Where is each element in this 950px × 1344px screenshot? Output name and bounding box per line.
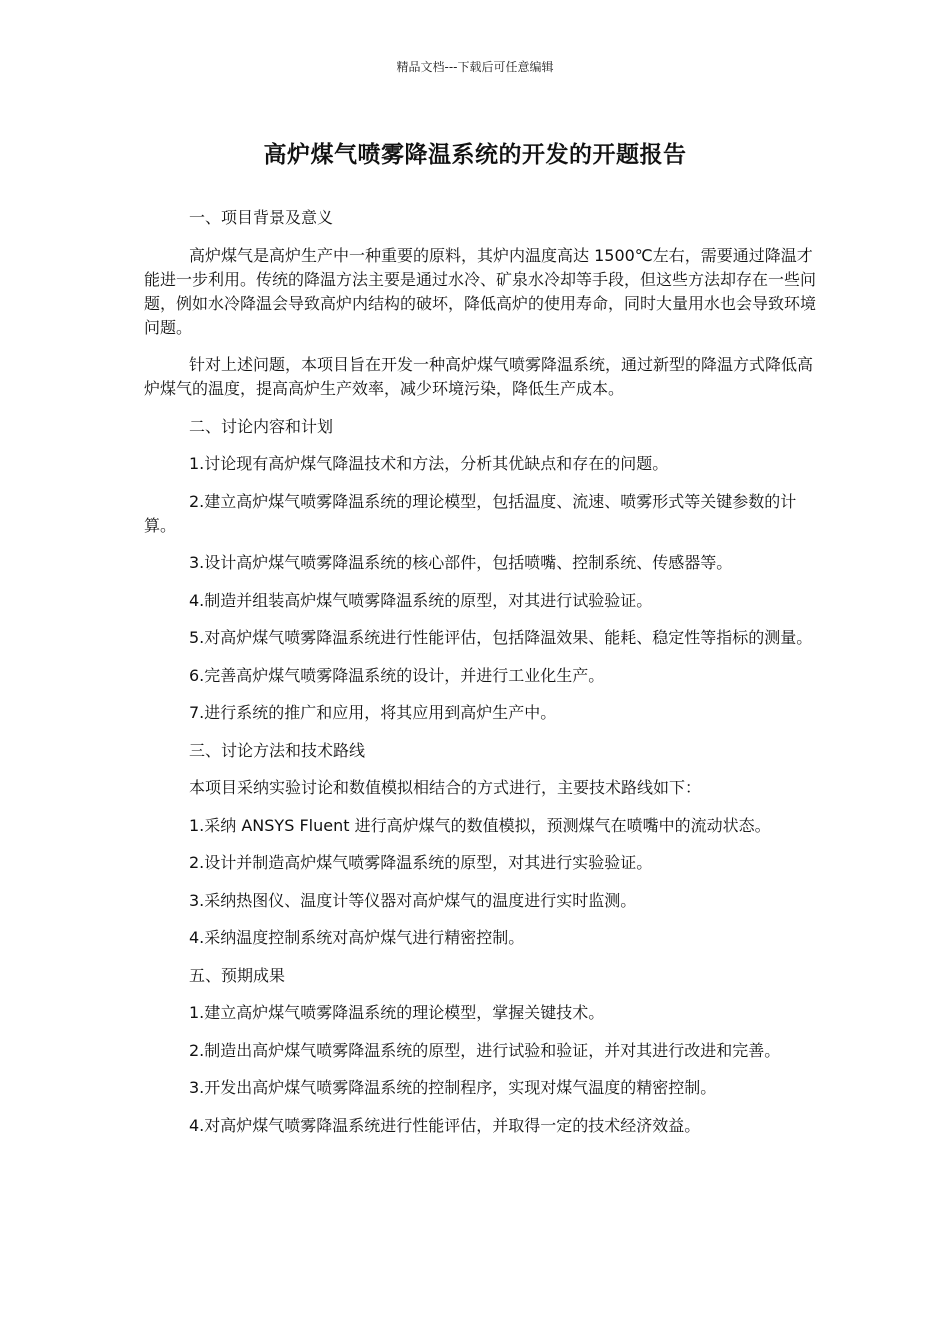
list-item: 3.开发出高炉煤气喷雾降温系统的控制程序，实现对煤气温度的精密控制。 xyxy=(189,1078,717,1097)
list-item: 3.采纳热图仪、温度计等仪器对高炉煤气的温度进行实时监测。 xyxy=(189,890,637,910)
list-item: 5.对高炉煤气喷雾降温系统进行性能评估，包括降温效果、能耗、稳定性等指标的测量。 xyxy=(189,628,813,647)
section-heading-methods: 三、讨论方法和技术路线 xyxy=(189,740,366,760)
paragraph: 高炉煤气是高炉生产中一种重要的原料，其炉内温度高达 1500℃左右，需要通过降温才能进一步利用。传统的降温方法主要是通过水冷、矿泉水冷却等手段，但这些方法却存在一些问题，例如水冷降温会导致高炉内结构的破坏，降低高炉的使用寿命，同时大量用水也会导致环境问题。 xyxy=(144,245,817,337)
paragraph: 本项目采纳实验讨论和数值模拟相结合的方式进行，主要技术路线如下： xyxy=(189,778,702,797)
document-title: 高炉煤气喷雾降温系统的开发的开题报告 xyxy=(263,142,687,168)
list-item: 1.采纳 ANSYS Fluent 进行高炉煤气的数值模拟，预测煤气在喷嘴中的流动状态。 xyxy=(189,815,771,835)
section-heading-research-content: 二、讨论内容和计划 xyxy=(189,416,334,436)
page-header-watermark: 精品文档---下载后可任意编辑 xyxy=(396,60,554,74)
list-item: 4.采纳温度控制系统对高炉煤气进行精密控制。 xyxy=(189,928,525,947)
document-body xyxy=(144,206,820,1151)
section-heading-expected-results: 五、预期成果 xyxy=(189,965,286,985)
list-item: 4.制造并组装高炉煤气喷雾降温系统的原型，对其进行试验验证。 xyxy=(189,590,653,610)
list-item: 7.进行系统的推广和应用，将其应用到高炉生产中。 xyxy=(189,703,557,722)
list-item: 3.设计高炉煤气喷雾降温系统的核心部件，包括喷嘴、控制系统、传感器等。 xyxy=(189,553,733,572)
list-item: 2.建立高炉煤气喷雾降温系统的理论模型，包括温度、流速、喷雾形式等关键参数的计算。 xyxy=(144,491,797,535)
list-item: 4.对高炉煤气喷雾降温系统进行性能评估，并取得一定的技术经济效益。 xyxy=(189,1115,701,1135)
list-item: 2.设计并制造高炉煤气喷雾降温系统的原型，对其进行实验验证。 xyxy=(189,853,653,872)
list-item: 1.讨论现有高炉煤气降温技术和方法，分析其优缺点和存在的问题。 xyxy=(189,454,669,473)
section-heading-background: 一、项目背景及意义 xyxy=(189,208,334,227)
paragraph: 针对上述问题，本项目旨在开发一种高炉煤气喷雾降温系统，通过新型的降温方式降低高炉煤气的温度，提高高炉生产效率，减少环境污染，降低生产成本。 xyxy=(144,355,814,398)
list-item: 2.制造出高炉煤气喷雾降温系统的原型，进行试验和验证，并对其进行改进和完善。 xyxy=(189,1040,781,1060)
list-item: 1.建立高炉煤气喷雾降温系统的理论模型，掌握关键技术。 xyxy=(189,1003,605,1022)
list-item: 6.完善高炉煤气喷雾降温系统的设计，并进行工业化生产。 xyxy=(189,665,605,685)
